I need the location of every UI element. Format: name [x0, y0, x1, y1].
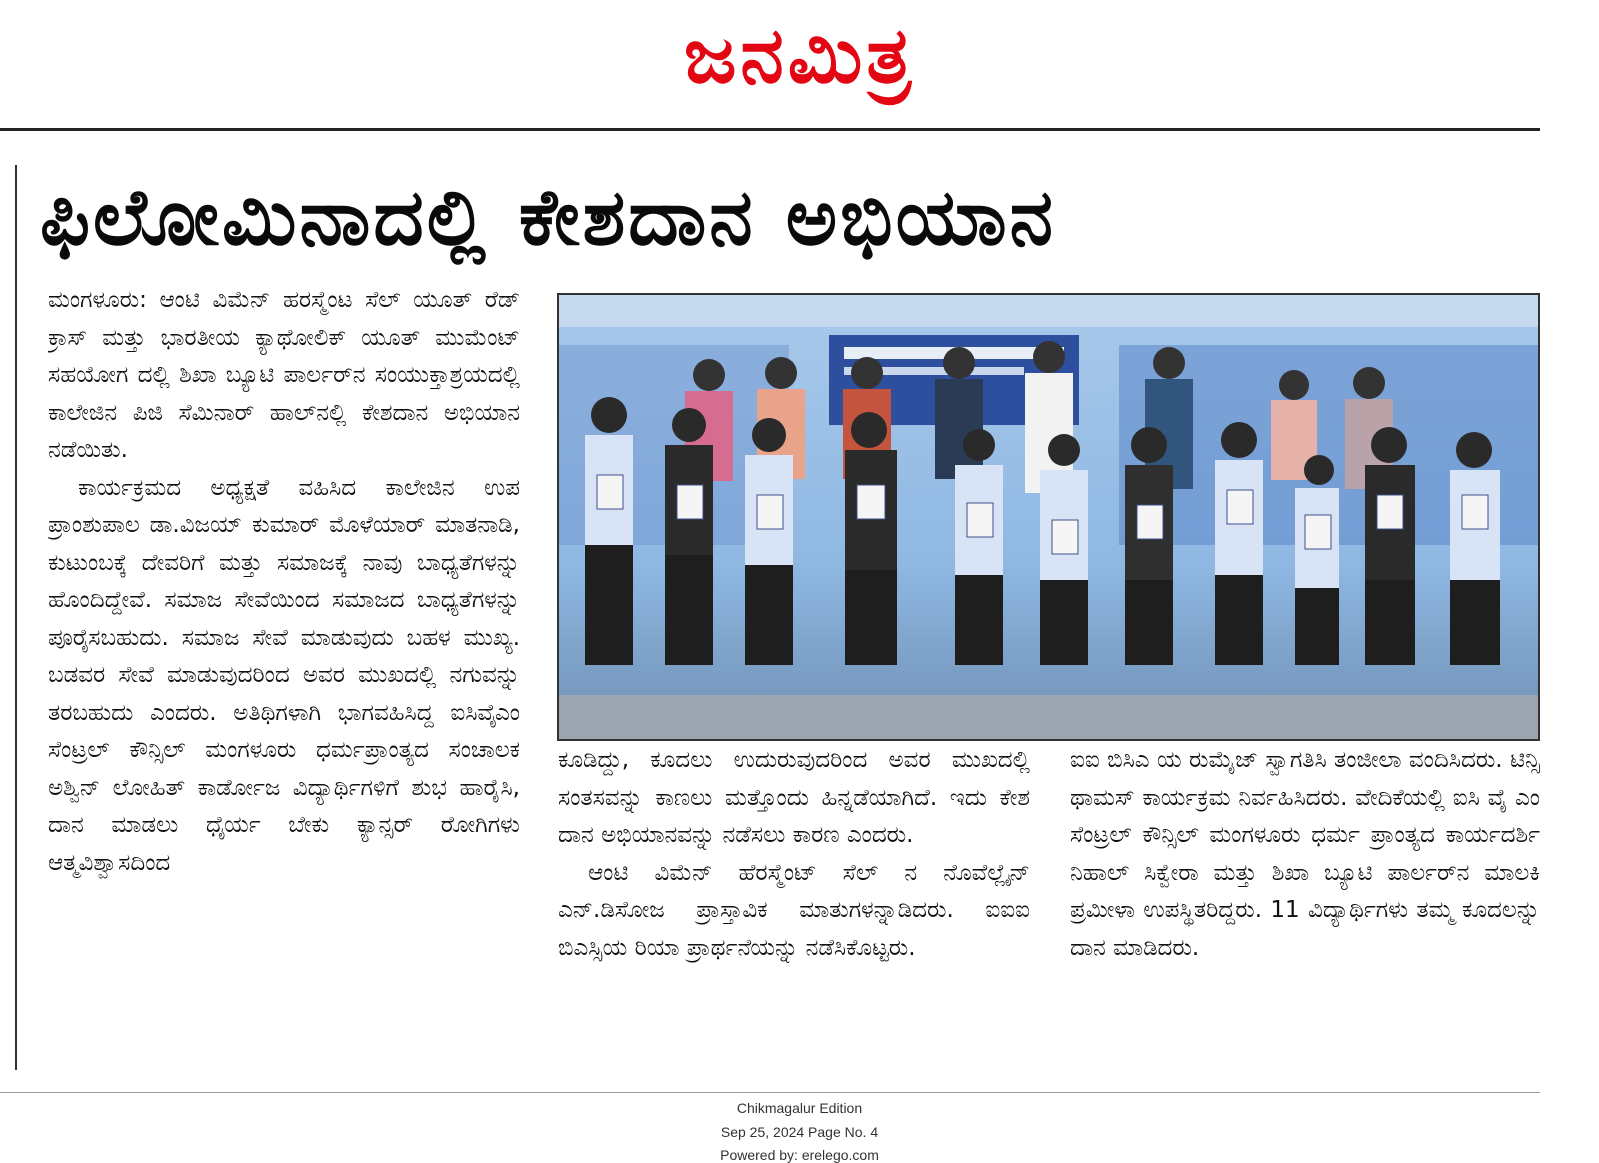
article-column-2 [558, 742, 1030, 1062]
masthead-divider [0, 128, 1540, 131]
powered-by-label: Powered by: erelego.com [720, 1147, 879, 1163]
group-photo [557, 293, 1540, 741]
paragraph: ಆಂಟಿ ವಿಮೆನ್ ಹೆರಸ್ಮೆಂಟ್ ಸೆಲ್ ನ ನೊವೆಲ್ಲೈನ್ ಎನ್.ಡಿಸೋಜ ಪ್ರಾಸ್ತಾವಿಕ ಮಾತುಗಳನ್ನಾಡಿದರು. ಐಐಐ ಬಿಎಸ್ಸಿಯ ರಿಯಾ ಪ್ರಾರ್ಥನೆಯನ್ನು ನಡೆಸಿಕೊಟ್ಟರು. [558, 859, 1030, 961]
edition-label: Chikmagalur Edition [736, 1100, 863, 1116]
paragraph: ಕಾರ್ಯಕ್ರಮದ ಅಧ್ಯಕ್ಷತೆ ವಹಿಸಿದ ಕಾಲೇಜಿನ ಉಪ ಪ್ರಾಂಶುಪಾಲ ಡಾ.ವಿಜಯ್ ಕುಮಾರ್ ಮೊಳೆಯಾರ್ ಮಾತನಾಡಿ, ಕುಟುಂಬಕ್ಕೆ ದೇವರಿಗೆ ಮತ್ತು ಸಮಾಜಕ್ಕೆ ನಾವು ಬಾಧ್ಯತೆಗಳನ್ನು ಹೊಂದಿದ್ದೇವೆ. ಸಮಾಜ ಸೇವೆಯಿಂದ ಸಮಾಜದ ಬಾಧ್ಯತೆಗಳನ್ನು ಪೂರೈಸಬಹುದು. ಸಮಾಜ ಸೇವೆ ಮಾಡುವುದು ಬಹಳ ಮುಖ್ಯ. ಬಡವರ ಸೇವೆ ಮಾಡುವುದರಿಂದ ಅವರ ಮುಖದಲ್ಲಿ ನಗುವನ್ನು ತರಬಹುದು ಎಂದರು. ಅತಿಥಿಗಳಾಗಿ ಭಾಗವಹಿಸಿದ್ದ ಐಸಿವೈಎಂ ಸೆಂಟ್ರಲ್ ಕೌನ್ಸಿಲ್ ಮಂಗಳೂರು ಧರ್ಮಪ್ರಾಂತ್ಯದ ಸಂಚಾಲಕ ಅಶ್ವಿನ್ ಲೋಹಿತ್ ಕಾರ್ಡೋಜ ವಿದ್ಯಾರ್ಥಿಗಳಿಗೆ ಶುಭ ಹಾರೈಸಿ, ದಾನ ಮಾಡಲು ಧೈರ್ಯ ಬೇಕು ಕ್ಯಾನ್ಸರ್ ರೋಗಿಗಳು ಆತ್ಮವಿಶ್ವಾಸದಿಂದ [48, 474, 520, 876]
date-page-label: Sep 25, 2024 Page No. 4 [720, 1124, 879, 1140]
masthead [0, 0, 1540, 130]
paragraph: ಐಐ ಬಿಸಿಎ ಯ ರುಮೈಜ್ ಸ್ವಾಗತಿಸಿ ತಂಜೀಲಾ ವಂದಿಸಿದರು. ಟಿನ್ಸಿ ಥಾಮಸ್ ಕಾರ್ಯಕ್ರಮ ನಿರ್ವಹಿಸಿದರು. ವೇದಿಕೆಯಲ್ಲಿ ಐಸಿ ವೈ ಎಂ ಸೆಂಟ್ರಲ್ ಕೌನ್ಸಿಲ್ ಮಂಗಳೂರು ಧರ್ಮ ಪ್ರಾಂತ್ಯದ ಕಾರ್ಯದರ್ಶಿ ನಿಹಾಲ್ ಸಿಕ್ವೇರಾ ಮತ್ತು ಶಿಖಾ ಬ್ಯೂಟಿ ಪಾರ್ಲರ್‌ನ ಮಾಲಕಿ ಪ್ರಮೀಳಾ ಉಪಸ್ಥಿತರಿದ್ದರು. 11 ವಿದ್ಯಾರ್ಥಿಗಳು ತಮ್ಮ ಕೂದಲನ್ನು ದಾನ ಮಾಡಿದರು. [1070, 747, 1540, 961]
article-headline: ಫಿಲೋಮಿನಾದಲ್ಲಿ ಕೇಶದಾನ ಅಭಿಯಾನ [40, 173, 1057, 263]
article-left-border [15, 165, 17, 1070]
article-column-1 [48, 282, 520, 1062]
article-column-3 [1070, 742, 1540, 1062]
paragraph: ಕೂಡಿದ್ದು, ಕೂದಲು ಉದುರುವುದರಿಂದ ಅವರ ಮುಖದಲ್ಲಿ ಸಂತಸವನ್ನು ಕಾಣಲು ಮತ್ತೊಂದು ಹಿನ್ನಡೆಯಾಗಿದೆ. ಇದು ಕೇಶ ದಾನ ಅಭಿಯಾನವನ್ನು ನಡೆಸಲು ಕಾರಣ ಎಂದರು. [558, 747, 1030, 848]
footer-divider [0, 1092, 1540, 1093]
paragraph: ಮಂಗಳೂರು: ಆಂಟಿ ವಿಮೆನ್ ಹರಸ್ಮೆಂಟ ಸೆಲ್ ಯೂತ್ ರೆಡ್ ಕ್ರಾಸ್ ಮತ್ತು ಭಾರತೀಯ ಕ್ಯಾಥೋಲಿಕ್ ಯೂತ್ ಮುಮೆಂಟ್ ಸಹಯೋಗ ದಲ್ಲಿ ಶಿಖಾ ಬ್ಯೂಟಿ ಪಾರ್ಲರ್‌ನ ಸಂಯುಕ್ತಾಶ್ರಯದಲ್ಲಿ ಕಾಲೇಜಿನ ಪಿಜಿ ಸೆಮಿನಾರ್ ಹಾಲ್‌ನಲ್ಲಿ ಕೇಶದಾನ ಅಭಿಯಾನ ನಡೆಯಿತು. [48, 287, 520, 463]
newspaper-logo: ಜನಮಿತ್ರ [684, 11, 915, 101]
